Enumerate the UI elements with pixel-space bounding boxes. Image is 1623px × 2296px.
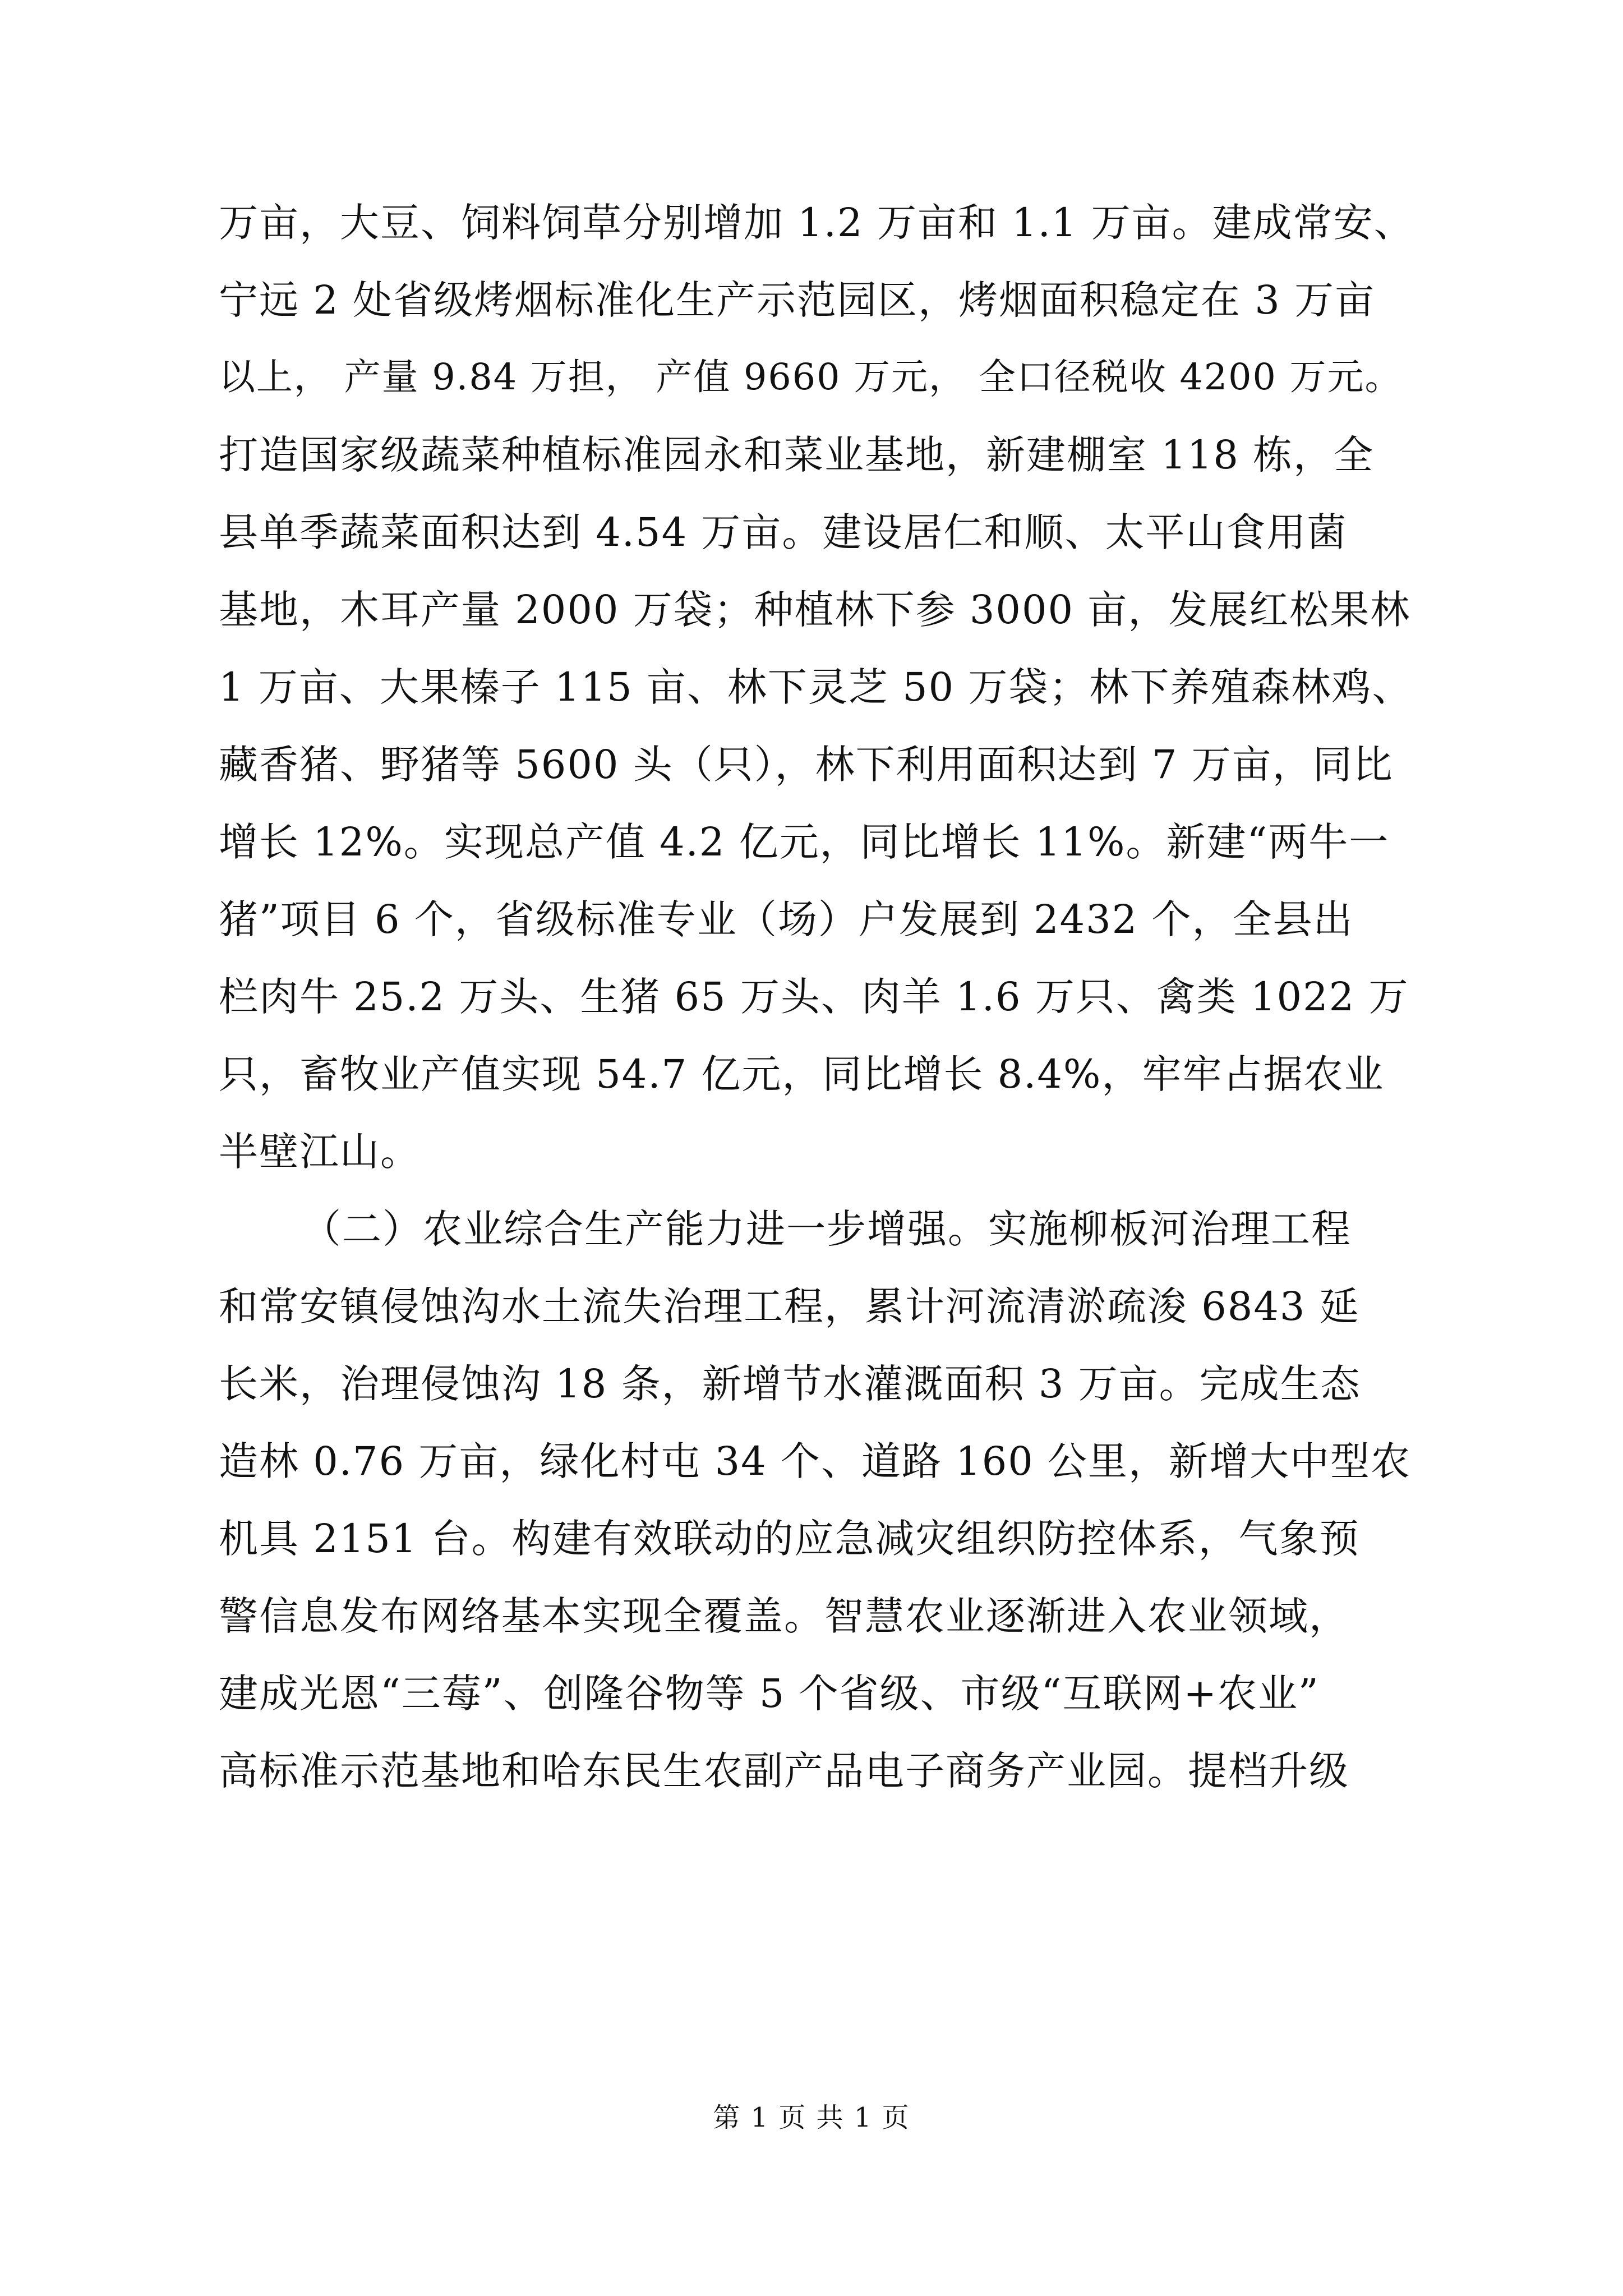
text-line: 半壁江山。 [219,1129,421,1175]
text-line: 只，畜牧业产值实现 54.7 亿元，同比增长 8.4%，牢牢占据农业 [219,1051,1385,1097]
text-line: 1 万亩、大果榛子 115 亩、林下灵芝 50 万袋；林下养殖森林鸡、 [219,664,1413,710]
text-line: 增长 12%。实现总产值 4.2 亿元，同比增长 11%。新建“两牛一 [219,819,1390,865]
text-line: 猪”项目 6 个，省级标准专业（场）户发展到 2432 个，全县出 [219,896,1354,942]
section-heading-line: （二）农业综合生产能力进一步增强。实施柳板河治理工程 [302,1206,1352,1252]
text-line: 宁远 2 处省级烤烟标准化生产示范园区，烤烟面积稳定在 3 万亩 [219,277,1376,323]
body-text [219,184,1419,1810]
text-line: 打造国家级蔬菜种植标准园永和菜业基地，新建棚室 118 栋，全 [219,432,1375,478]
text-line: 基地，木耳产量 2000 万袋；种植林下参 3000 亩，发展红松果林 [219,587,1411,633]
text-line: 高标准示范基地和哈东民生农副产品电子商务产业园。提档升级 [219,1748,1349,1794]
text-line: 以上， 产量 9.84 万担， 产值 9660 万元， 全口径税收 4200 万元。 [219,356,1403,398]
text-line: 万亩，大豆、饲料饲草分别增加 1.2 万亩和 1.1 万亩。建成常安、 [219,200,1414,246]
text-line: 藏香猪、野猪等 5600 头（只），林下利用面积达到 7 万亩，同比 [219,742,1394,788]
page-footer: 第 1 页 共 1 页 [713,2102,910,2133]
text-line: 警信息发布网络基本实现全覆盖。智慧农业逐渐进入农业领域， [219,1593,1349,1639]
text-line: 栏肉牛 25.2 万头、生猪 65 万头、肉羊 1.6 万只、禽类 1022 万 [219,974,1409,1020]
text-line: 机具 2151 台。构建有效联动的应急减灾组织防控体系，气象预 [219,1516,1360,1562]
text-line: 县单季蔬菜面积达到 4.54 万亩。建设居仁和顺、太平山食用菌 [219,509,1348,555]
text-line: 和常安镇侵蚀沟水土流失治理工程，累计河流清淤疏浚 6843 延 [219,1283,1360,1329]
text-line: 建成光恩“三莓”、创隆谷物等 5 个省级、市级“互联网+农业” [219,1671,1320,1717]
text-line: 造林 0.76 万亩，绿化村屯 34 个、道路 160 公里，新增大中型农 [219,1438,1412,1484]
text-line: 长米，治理侵蚀沟 18 条，新增节水灌溉面积 3 万亩。完成生态 [219,1361,1361,1407]
